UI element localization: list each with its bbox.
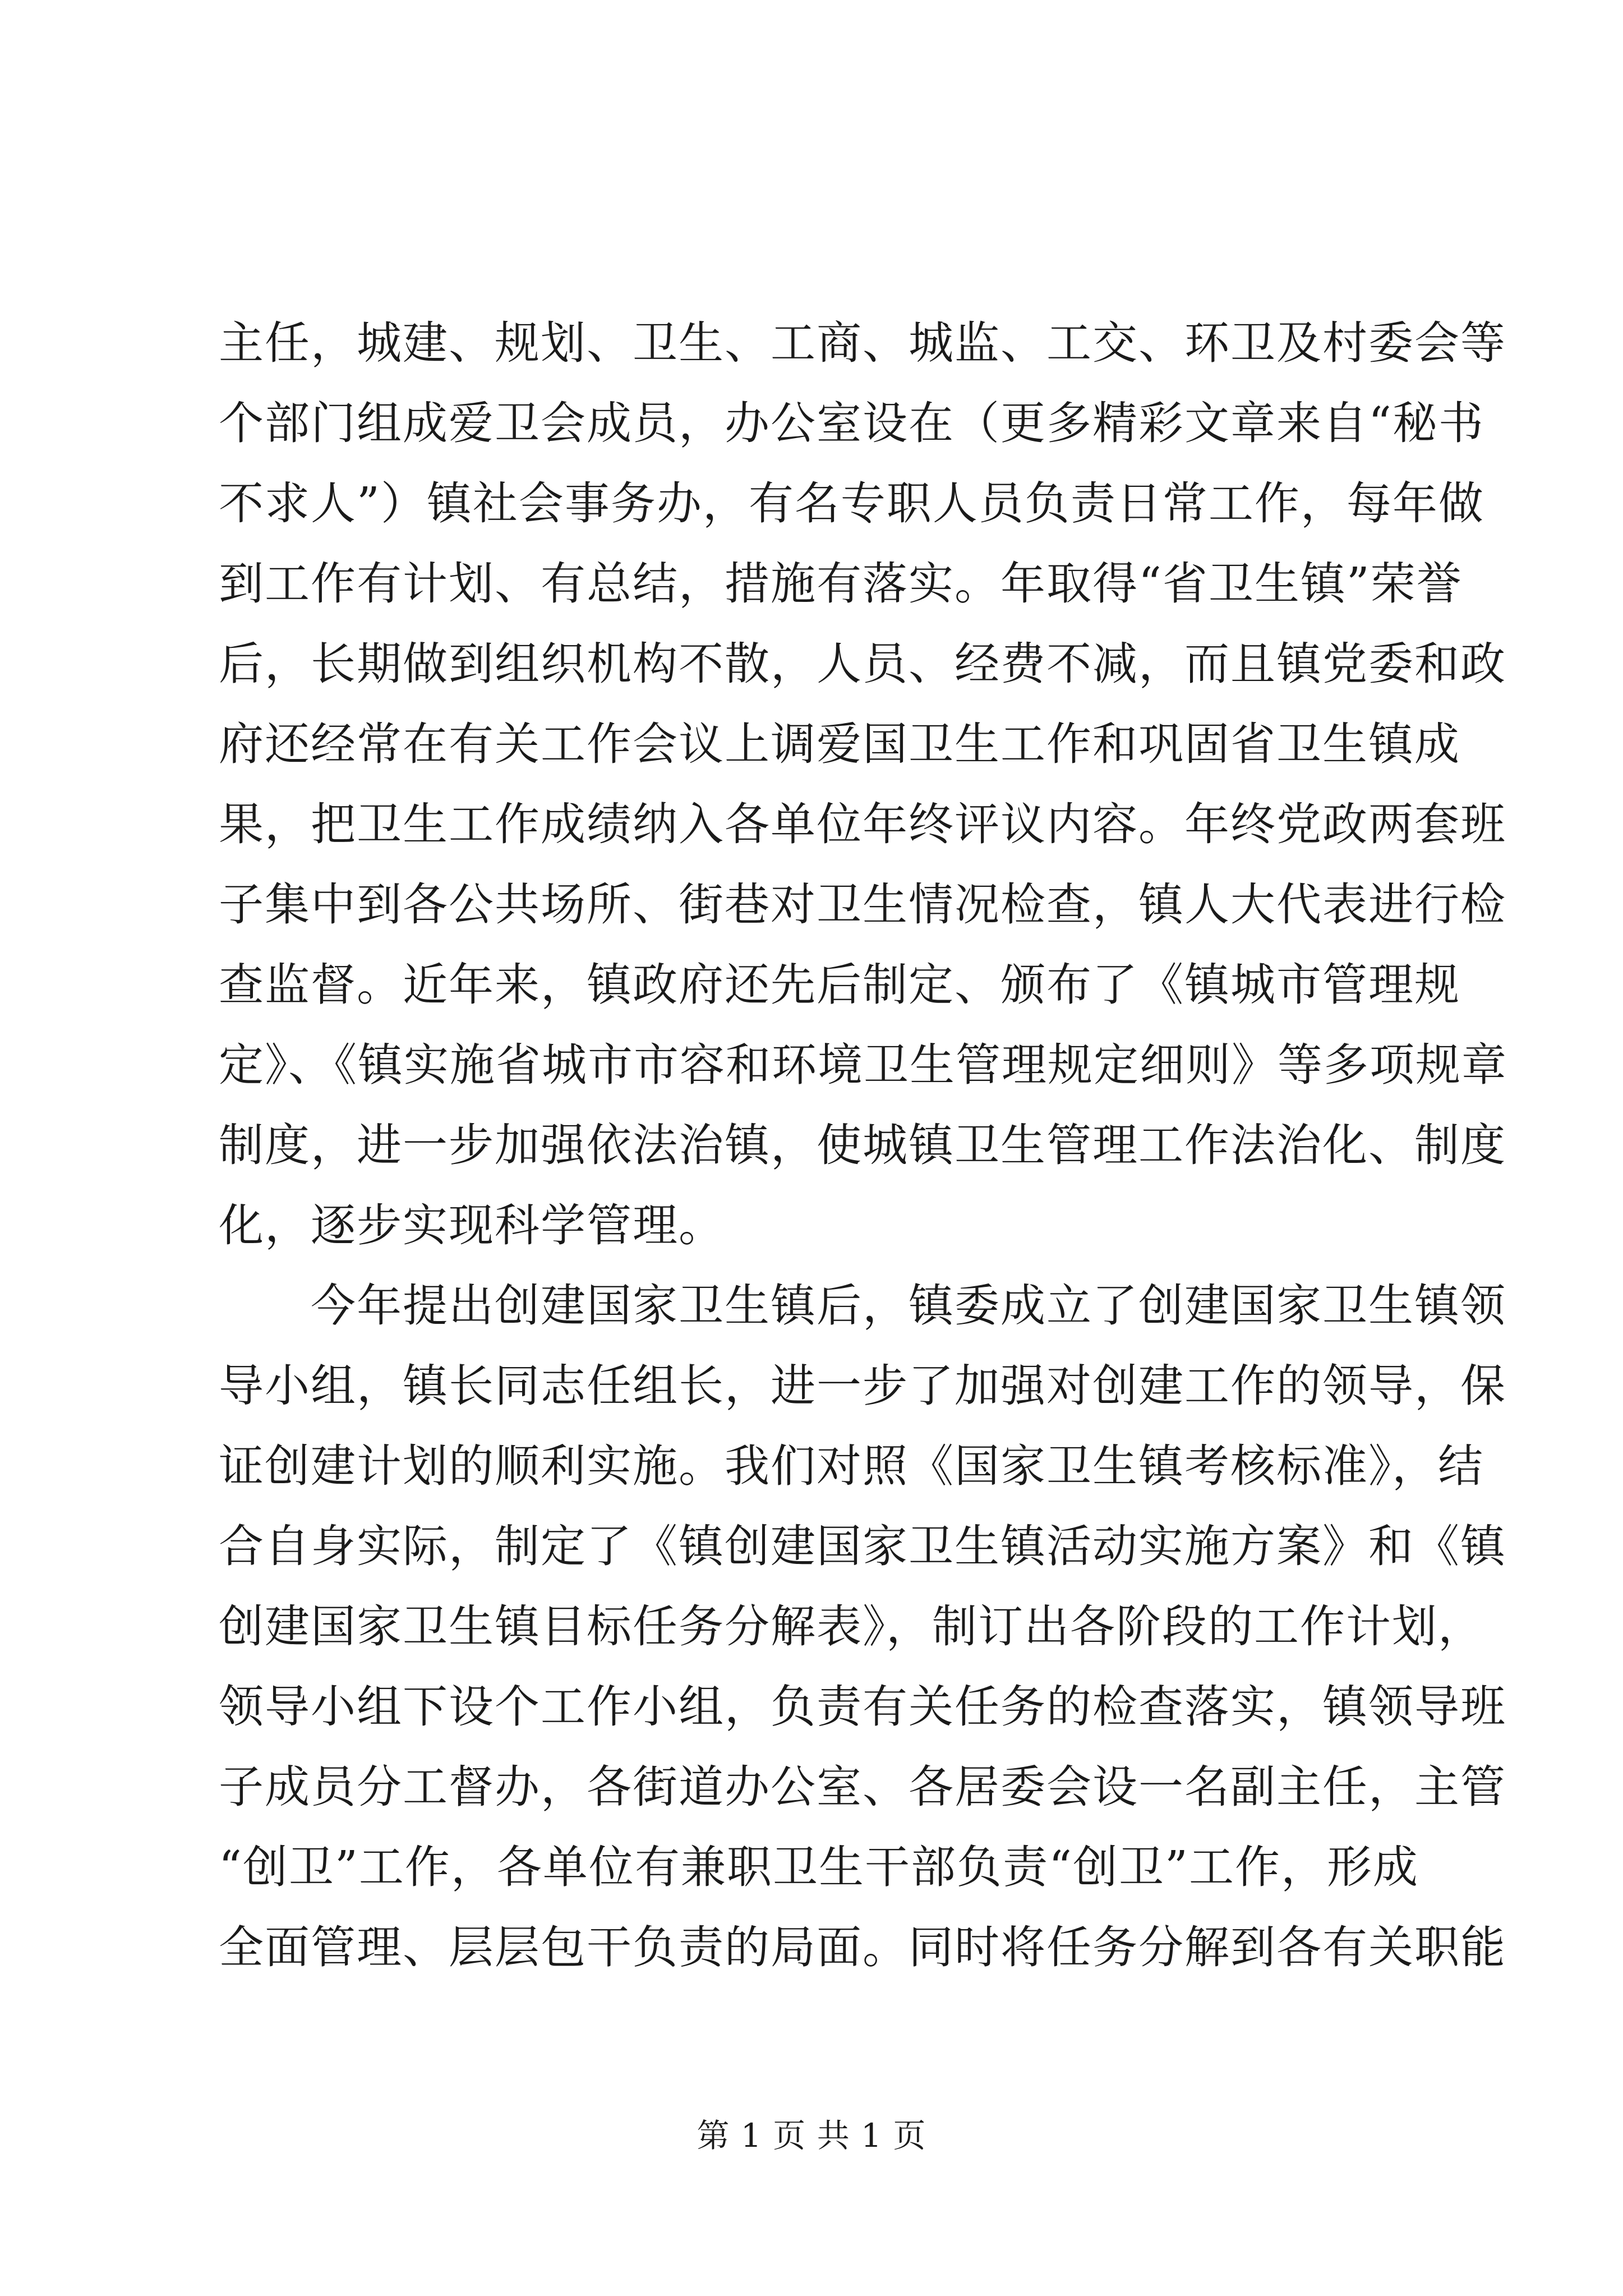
- text-line: 全面管理、层层包干负责的局面。同时将任务分解到各有关职能: [219, 1921, 1506, 1973]
- text-line: 子集中到各公共场所、街巷对卫生情况检查，镇人大代表进行检: [219, 878, 1506, 931]
- text-line: 制度，进一步加强依法治镇，使城镇卫生管理工作法治化、制度: [219, 1119, 1506, 1171]
- text-line: 定》、《镇实施省城市市容和环境卫生管理规定细则》等多项规章: [219, 1039, 1507, 1091]
- text-line: 主任，城建、规划、卫生、工商、城监、工交、环卫及村委会等: [219, 317, 1506, 369]
- text-line: 证创建计划的顺利实施。我们对照《国家卫生镇考核标准》，结: [219, 1440, 1484, 1492]
- text-line: 不求人”）镇社会事务办，有名专职人员负责日常工作，每年做: [219, 477, 1484, 530]
- document-body: [219, 303, 1507, 1987]
- text-line: 查监督。近年来，镇政府还先后制定、颁布了《镇城市管理规: [219, 959, 1460, 1011]
- page-number-footer: 第 1 页 共 1 页: [697, 2116, 926, 2155]
- text-line: 子成员分工督办，各街道办公室、各居委会设一名副主任，主管: [219, 1761, 1506, 1813]
- text-line: 创建国家卫生镇目标任务分解表》，制订出各阶段的工作计划，: [219, 1600, 1484, 1653]
- text-line: 合自身实际，制定了《镇创建国家卫生镇活动实施方案》和《镇: [219, 1520, 1506, 1572]
- text-line: 后，长期做到组织机构不散，人员、经费不减，而且镇党委和政: [219, 638, 1506, 690]
- text-line: 化，逐步实现科学管理。: [219, 1199, 725, 1251]
- text-line: “创卫”工作，各单位有兼职卫生干部负责“创卫”工作，形成: [219, 1841, 1419, 1893]
- text-line: 今年提出创建国家卫生镇后，镇委成立了创建国家卫生镇领: [311, 1280, 1506, 1332]
- text-line: 府还经常在有关工作会议上调爱国卫生工作和巩固省卫生镇成: [219, 718, 1460, 770]
- text-line: 到工作有计划、有总结，措施有落实。年取得“省卫生镇”荣誉: [219, 558, 1463, 610]
- paragraph-2: [219, 1266, 1506, 1987]
- text-line: 个部门组成爱卫会成员，办公室设在（更多精彩文章来自“秘书: [219, 397, 1484, 449]
- text-line: 果，把卫生工作成绩纳入各单位年终评议内容。年终党政两套班: [219, 798, 1506, 850]
- paragraph-1: [219, 303, 1507, 1266]
- text-line: 导小组，镇长同志任组长，进一步了加强对创建工作的领导，保: [219, 1360, 1506, 1412]
- text-line: 领导小组下设个工作小组，负责有关任务的检查落实，镇领导班: [219, 1681, 1506, 1733]
